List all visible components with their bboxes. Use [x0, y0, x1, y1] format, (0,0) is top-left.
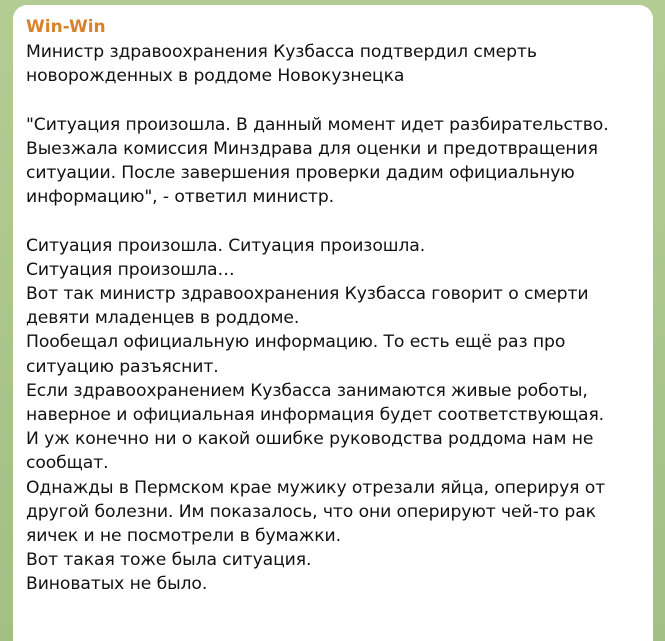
message-line: Если здравоохранением Кузбасса занимаются живые роботы, [26, 380, 588, 401]
message-line: Выезжала комиссия Минздрава для оценки и предотвращения [26, 138, 598, 159]
message-line: яичек и не посмотрели в бумажки. [26, 526, 341, 547]
paragraph-gap [26, 88, 639, 112]
message-line: девяти младенцев в роддоме. [26, 308, 300, 329]
channel-name[interactable]: Win-Win [26, 17, 106, 37]
paragraph-gap [26, 209, 639, 233]
message-line: Министр здравоохранения Кузбасса подтвердил смерть [26, 42, 537, 62]
message-line: информацию", - ответил министр. [26, 187, 335, 208]
message-line: сообщат. [26, 453, 109, 474]
message-line: "Ситуация произошла. В данный момент идет разбирательство. [26, 114, 609, 135]
message-line: новорожденных в роддоме Новокузнецка [26, 66, 405, 87]
message-line: наверное и официальная информация будет соответствующая. [26, 405, 605, 426]
message-line: Однажды в Пермском крае мужику отрезали яйца, оперируя от [26, 477, 606, 498]
message-line: Ситуация произошла… [26, 259, 235, 280]
message-line: Ситуация произошла. Ситуация произошла. [26, 235, 426, 256]
message-line: ситуации. После завершения проверки дадим официальную [26, 163, 575, 183]
message-line: И уж конечно ни о какой ошибке руководства роддома нам не [26, 429, 594, 450]
message-text [26, 40, 639, 597]
message-line: Вот так министр здравоохранения Кузбасса говорит о смерти [26, 284, 589, 304]
message-line: Виноватых не было. [26, 574, 208, 595]
message-bubble [13, 5, 653, 641]
message-line: ситуацию разъяснит. [26, 356, 219, 377]
message-line: Пообещал официальную информацию. То есть ещё раз про [26, 332, 566, 353]
message-line: Вот такая тоже была ситуация. [26, 550, 312, 571]
message-line: другой болезни. Им показалось, что они оперируют чей-то рак [26, 501, 596, 522]
